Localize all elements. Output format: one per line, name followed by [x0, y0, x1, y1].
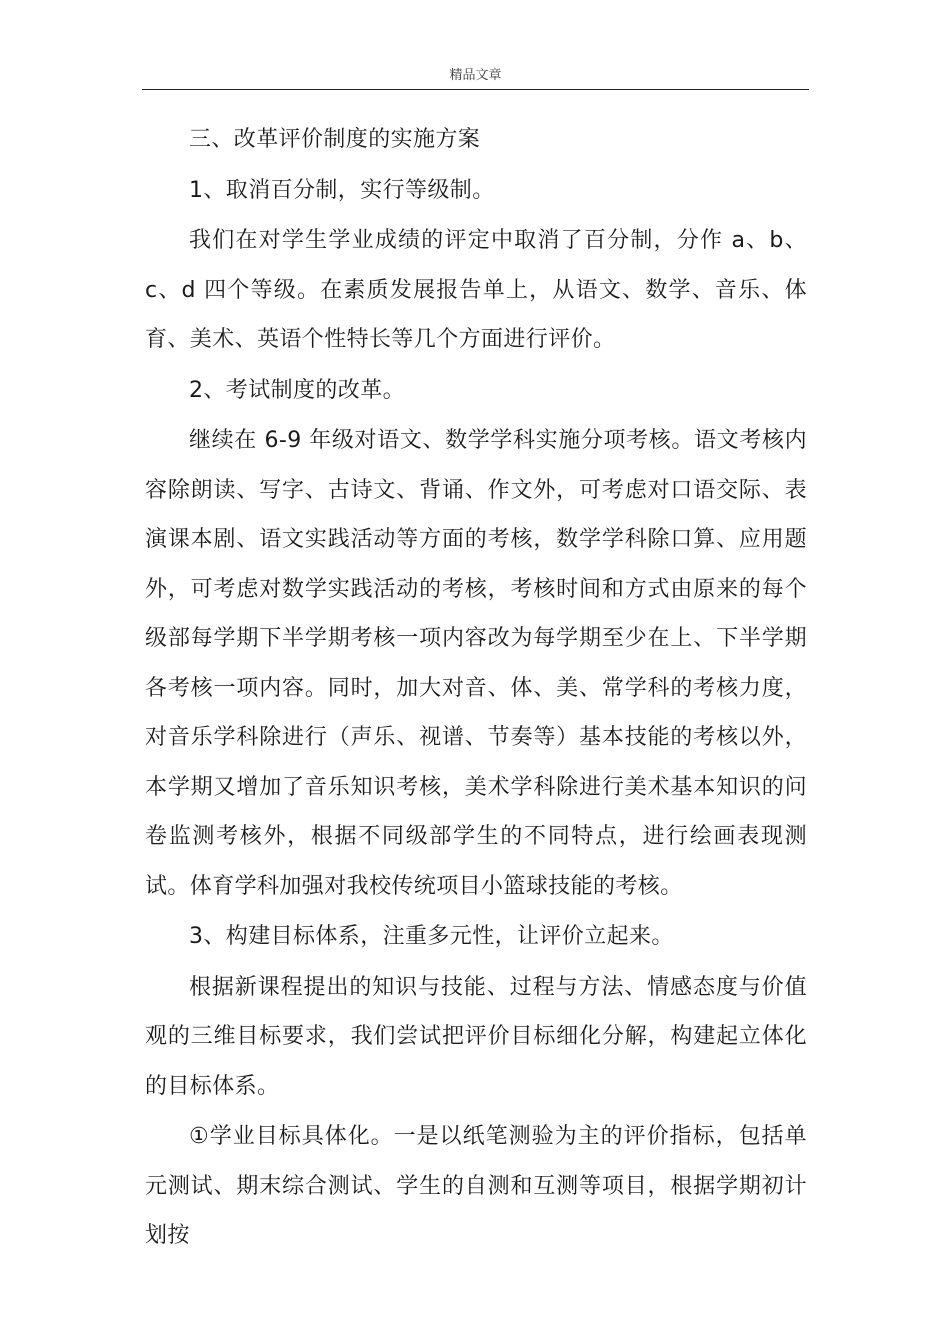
paragraph-grading: 我们在对学生学业成绩的评定中取消了百分制，分作 a、b、c、d 四个等级。在素质发展报告单上，从语文、数学、音乐、体育、美术、英语个性特长等几个方面进行评价。 [145, 228, 807, 352]
page-header [142, 66, 809, 90]
article-body [145, 115, 807, 1262]
subheading-target-system: 3、构建目标体系，注重多元性，让评价立起来。 [189, 924, 674, 949]
subheading-grading: 1、取消百分制，实行等级制。 [189, 177, 495, 203]
paragraph-exam-reform: 继续在 6-9 年级对语文、数学学科实施分项考核。语文考核内容除朗读、写字、古诗文、背诵、作文外，可考虑对口语交际、表演课本剧、语文实践活动等方面的考核，数学学科除口算、应用题外，可考虑对数学实践活动的考核，考核时间和方式由原来的每个级部每学期下半学期考核一项内容改为每学期至少在上、下半学期各考核一项内容。同时，加大对音、体、美、常学科的考核力度，对音乐学科除进行（声乐、视谱、节奏等）基本技能的考核以外，本学期又增加了音乐知识考核，美术学科除进行美术基本知识的问卷监测考核外，根据不同级部学生的不同特点，进行绘画表现测试。体育学科加强对我校传统项目小篮球技能的考核。 [145, 428, 807, 899]
section-heading: 三、改革评价制度的实施方案 [189, 127, 481, 152]
paragraph-target-system: 根据新课程提出的知识与技能、过程与方法、情感态度与价值观的三维目标要求，我们尝试把评价目标细化分解，构建起立体化的目标体系。 [145, 974, 807, 1099]
subheading-exam-reform: 2、考试制度的改革。 [189, 377, 405, 403]
paragraph-academic-goals: ①学业目标具体化。一是以纸笔测验为主的评价指标，包括单元测试、期末综合测试、学生的自测和互测等项目，根据学期初计划按 [145, 1124, 807, 1248]
header-divider [142, 89, 809, 90]
header-title: 精品文章 [449, 68, 502, 83]
